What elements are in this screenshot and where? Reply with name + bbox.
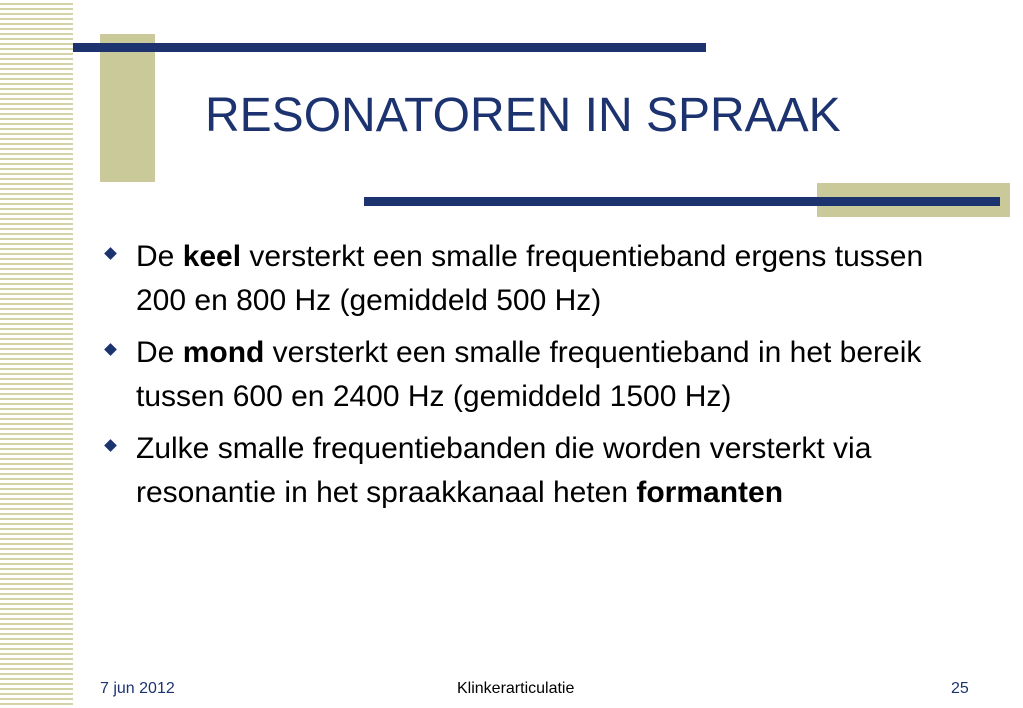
decorative-line-top [73,43,706,52]
bullet-text-pre: De [136,240,183,273]
slide-title: RESONATOREN IN SPRAAK [205,89,841,142]
bullet-text-pre: De [136,336,183,369]
bullet-list [100,235,980,523]
bullet-text-bold: keel [182,240,242,273]
bullet-text-post: versterkt een smalle frequentieband in het bereik tussen 600 en 2400 Hz (gemiddeld 1500 Hz) [136,336,922,413]
diamond-bullet-icon [104,343,117,356]
diamond-bullet-icon [104,247,117,260]
bullet-text-pre: Zulke smalle frequentiebanden die worden versterkt via resonantie in het spraakkanaal heten [136,432,872,509]
bullet-text-post: versterkt een smalle frequentieband ergens tussen 200 en 800 Hz (gemiddeld 500 Hz) [136,240,932,317]
footer-date: 7 jun 2012 [100,680,175,697]
decorative-stripe-bar [0,0,73,708]
bullet-text-bold: mond [182,336,265,369]
bullet-item-mond [100,331,980,419]
footer-page-number: 25 [951,680,969,697]
bullet-item-keel [100,235,980,323]
footer-title: Klinkerarticulatie [457,680,575,697]
bullet-text-bold: formanten [636,476,784,509]
diamond-bullet-icon [104,439,117,452]
decorative-block-top-left [100,34,155,182]
bullet-item-formanten [100,427,980,515]
decorative-line-under-title [364,197,1000,206]
